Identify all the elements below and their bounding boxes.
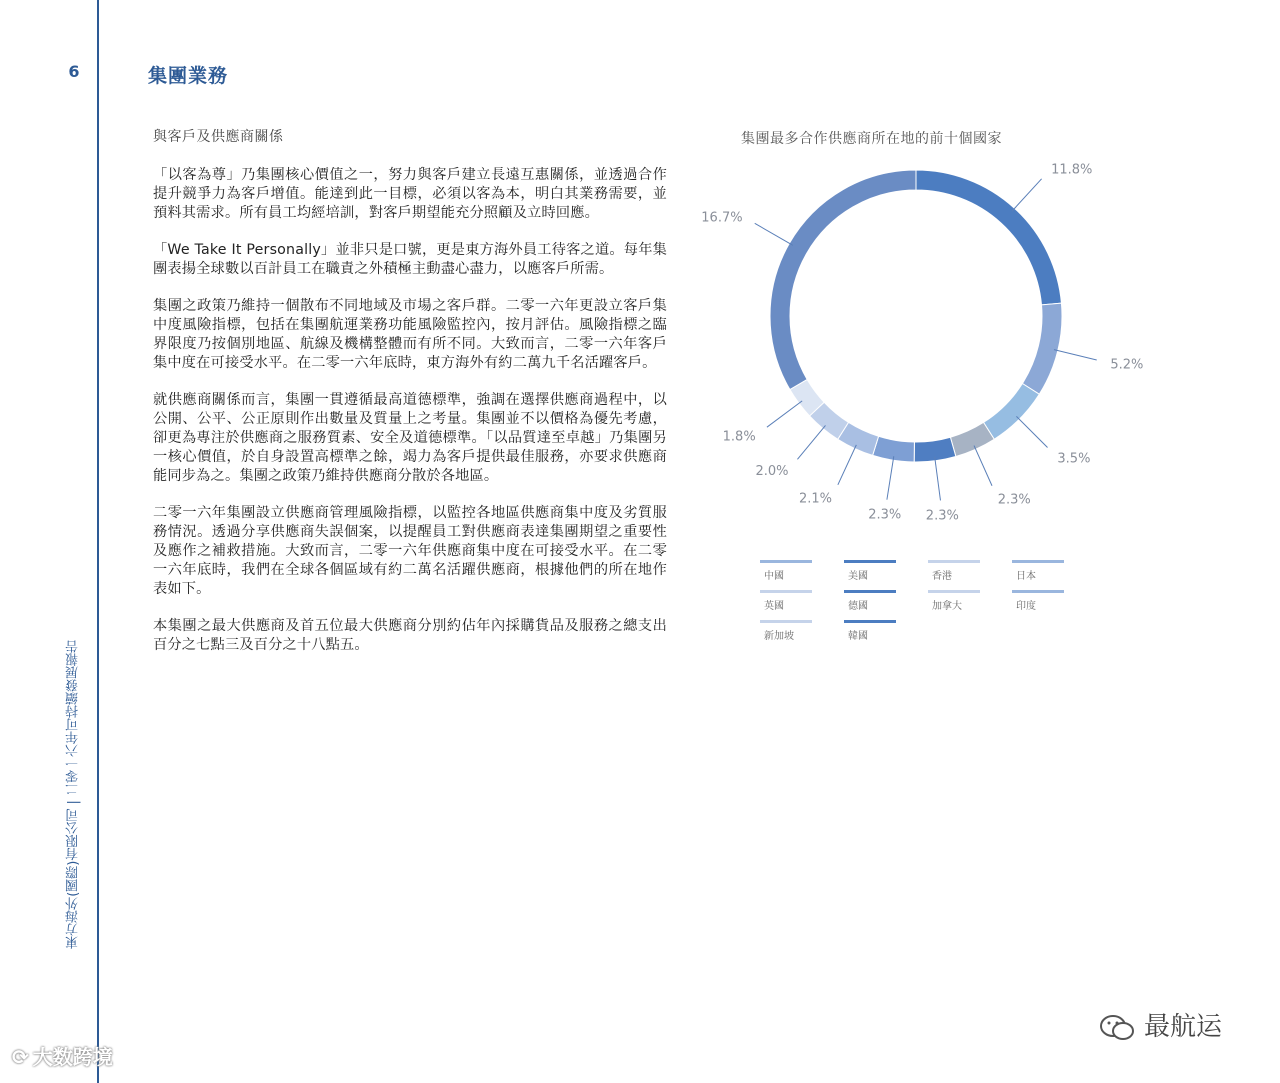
legend-label: 加拿大: [932, 601, 962, 612]
data-label: 2.0%: [755, 464, 789, 480]
data-label: 2.3%: [997, 492, 1031, 508]
leader-line: [797, 425, 825, 459]
data-label: 5.2%: [1110, 357, 1144, 373]
donut-chart: [701, 162, 1150, 548]
data-label: 2.1%: [798, 491, 832, 507]
legend-label: 新加坡: [764, 631, 794, 642]
legend-swatch: [844, 590, 896, 593]
body-column: [153, 126, 667, 673]
leader-line: [887, 456, 894, 499]
donut-slice: [1022, 303, 1062, 394]
paragraph: 「以客為尊」乃集團核心價值之一，努力與客戶建立長遠互惠關係，並透過合作提升競爭力為客戶增值。能達到此一目標，必須以客為本，明白其業務需要，並預料其需求。所有員工均經培訓，對客戶期望能充分照顧及立時回應。: [153, 167, 667, 221]
donut-slice: [770, 170, 916, 390]
legend-item: [1012, 590, 1064, 618]
legend-swatch: [844, 560, 896, 563]
legend-swatch: [844, 620, 896, 623]
legend-swatch: [928, 560, 980, 563]
legend-label: 英國: [764, 601, 784, 612]
paragraph: 「We Take It Personally」並非只是口號，更是東方海外員工待客之道。每年集團表揚全球數以百計員工在職責之外積極主動盡心盡力，以應客戶所需。: [153, 242, 667, 277]
watermark-right-text: 最航运: [1144, 1012, 1223, 1042]
page-margin-rule: [97, 0, 99, 1083]
legend-label: 香港: [932, 571, 952, 582]
legend-swatch: [760, 590, 812, 593]
legend-swatch: [1012, 590, 1064, 593]
data-label: 3.5%: [1057, 451, 1091, 467]
data-label: 11.8%: [1051, 162, 1093, 178]
legend-item: [760, 560, 812, 588]
legend-label: 印度: [1016, 601, 1036, 612]
paragraph: 集團之政策乃維持一個散布不同地域及市場之客戶群。二零一六年更設立客戶集中度風險指標，包括在集團航運業務功能風險監控內，按月評估。風險指標之臨界限度乃按個別地區、航線及機構整體而有所不同。大致而言，二零一六年客戶集中度在可接受水平。在二零一六年底時，東方海外有約二萬九千名活躍客戶。: [153, 298, 667, 371]
leader-line: [1012, 179, 1042, 211]
leader-line: [767, 401, 802, 427]
donut-slice: [916, 170, 1061, 305]
legend-label: 中國: [764, 571, 784, 582]
legend-item: [844, 560, 896, 588]
legend-swatch: [760, 620, 812, 623]
watermark-right: [1098, 1006, 1222, 1043]
leader-line: [838, 445, 856, 485]
legend-item: [844, 590, 896, 618]
legend-swatch: [760, 560, 812, 563]
watermark-left: [12, 1041, 113, 1070]
leader-line: [974, 446, 992, 486]
data-label: 2.3%: [925, 508, 959, 524]
legend-label: 美國: [848, 571, 868, 582]
legend-swatch: [928, 590, 980, 593]
data-label: 1.8%: [722, 429, 756, 445]
legend-item: [928, 590, 980, 618]
leader-line: [935, 457, 941, 501]
legend-item: [760, 590, 812, 618]
page-number: 6: [68, 62, 80, 81]
paragraph: 就供應商關係而言，集團一貫遵循最高道德標準，強調在選擇供應商過程中，以公開、公平、公正原則作出數量及質量上之考量。集團並不以價格為優先考慮，卻更為專注於供應商之服務質素、安全及道德標準。「以品質達至卓越」乃集團另一核心價值，於自身設置高標準之餘，竭力為客戶提供最佳服務，亦要求供應商能同步為之。集團之政策乃維持供應商分散於各地區。: [153, 392, 667, 484]
wechat-icon: [1098, 1013, 1138, 1043]
chart-title: 集團最多合作供應商所在地的前十個國家: [741, 131, 1002, 147]
legend-item: [928, 560, 980, 588]
subheading: 與客戶及供應商關係: [153, 129, 284, 145]
watermark-left-text: 大数跨境: [32, 1045, 113, 1069]
legend-label: 日本: [1016, 571, 1036, 582]
legend-label: 德國: [848, 601, 868, 612]
paragraph: 本集團之最大供應商及首五位最大供應商分別約佔年內採購貨品及服務之總支出百分之七點三及百分之十八點五。: [153, 618, 667, 653]
legend-item: [1012, 560, 1064, 588]
leader-line: [755, 223, 793, 245]
data-label: 16.7%: [701, 210, 743, 226]
legend-item: [760, 620, 812, 648]
section-title: 集團業務: [148, 65, 229, 87]
legend-swatch: [1012, 560, 1064, 563]
watermark-logo-icon: ⟳: [12, 1045, 29, 1069]
leader-line: [1054, 350, 1097, 360]
side-footer: 東方海外(國際)有限公司 | 二零一六年可持續發展報告: [66, 640, 81, 949]
data-label: 2.3%: [868, 507, 902, 523]
legend-label: 韓國: [848, 631, 868, 642]
paragraph: 二零一六年集團設立供應商管理風險指標，以監控各地區供應商集中度及劣質服務情況。透過分享供應商失誤個案，以提醒員工對供應商表達集團期望之重要性及應作之補救措施。大致而言，二零一六年供應商集中度在可接受水平。在二零一六年底時，我們在全球各個區域有約二萬名活躍供應商，根據他們的所在地作表如下。: [153, 505, 667, 597]
legend-item: [844, 620, 896, 648]
leader-line: [1016, 416, 1047, 447]
